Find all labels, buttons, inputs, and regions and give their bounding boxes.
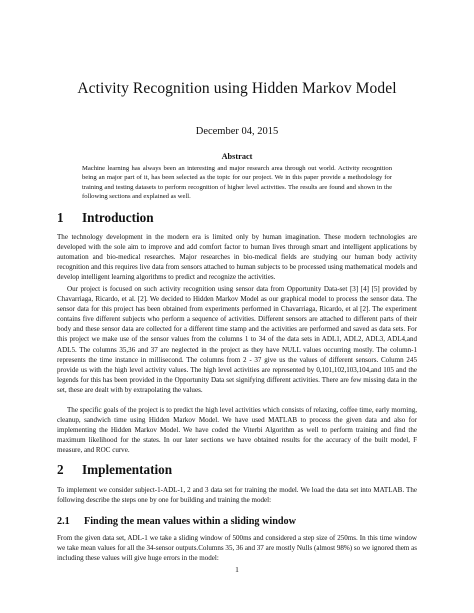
intro-paragraph-2: Our project is focused on such activity recognition using sensor data from Opportunity Data-set [3] [4] [5] provided by Chavarriaga, Ricardo, et al. [2]. We decided to Hidden Markov Model as our graphical model to process the sensor data. The sensor data for this project has been obtained from experiments performed in Chavarriaga, Ricardo, et al [2]. The experiment contains five different subjects who perform a sequence of activities. Different sensors are attached to different parts of their body and these sensor data are collected for a different time stamp and the activities are performed and saved as data sets. For this project we make use of the sensor values from the columns 1 to 34 of the data sets in ADL1, ADL2, ADL3, ADL4,and ADL5. The columns 35,36 and 37 are neglected in the project as they have NULL values occurring mostly. The column-1 represents the time instance in millisecond. The columns from 2 - 37 give us the values of different sensors. Column 245 provide us with the high level activity values. The high level activities are represented by 0,101,102,103,104,and 105 and the legends for this has been provided in the Opportunity Data set signifying different activities. There are few missing data in the set, these are dealt with by extrapolating the values. (57, 285, 417, 394)
section-number: 2 (57, 462, 64, 477)
subsection-heading-sliding-window (57, 516, 296, 527)
section-title: Introduction (82, 210, 154, 225)
section-heading-introduction (57, 210, 154, 226)
intro-paragraph-3: The specific goals of the project is to predict the high level activities which consists of relaxing, coffee time, early morning, cleanup, sandwich time using Hidden Markov Model. We have used MATLAB to process the given data and also for implementing the Hidden Markov Model. We have coded the Viterbi Algorithm as well to perform training and find the maximum likelihood for the states. In our later sections we have obtained results for the accuracy of the built model, F measure, and ROC curve. (57, 406, 417, 455)
intro-paragraph-1: The technology development in the modern era is limited only by human imagination. These modern technologies are developed with the sole aim to improve and add comfort factor to human lives through smart and intelligent applications by automation and bio-medical researches. Major researches in bio-medical fields are studying our human body activity recognition and this requires live data from sensors attached to human subjects to be processed using mathematical models and develop intelligent learning algorithms to predict and recognize the activities. (57, 233, 417, 282)
section-heading-implementation (57, 462, 172, 478)
section-number: 1 (57, 210, 64, 225)
subsection-title: Finding the mean values within a sliding window (84, 516, 297, 527)
section-title: Implementation (82, 462, 173, 477)
page-number: 1 (235, 565, 239, 574)
implementation-paragraph-1: To implement we consider subject-1-ADL-1, 2 and 3 data set for training the model. We load the data set into MATLAB. The following describe the steps one by one for building and training the model: (57, 486, 417, 505)
abstract-heading: Abstract (221, 152, 253, 161)
abstract-text: Machine learning has always been an interesting and major research area through out world. Activity recognition being an major part of it, has been selected as the topic for our project. We in this paper provide a methodology for training and testing datasets to perform recognition of higher level activities. The results are found and shown in the following sections and explained as well. (82, 165, 392, 201)
sliding-window-paragraph-1: From the given data set, ADL-1 we take a sliding window of 500ms and considered a step size of 250ms. In this time window we take mean values for all the 34-sensor outputs.Columns 35, 36 and 37 are mostly Nulls (almost 98%) so we ignored them as including these values will give huge errors in the model: (57, 534, 417, 563)
paper-title: Activity Recognition using Hidden Markov Model (77, 80, 397, 97)
paper-date: December 04, 2015 (195, 126, 279, 137)
subsection-number: 2.1 (57, 516, 70, 527)
